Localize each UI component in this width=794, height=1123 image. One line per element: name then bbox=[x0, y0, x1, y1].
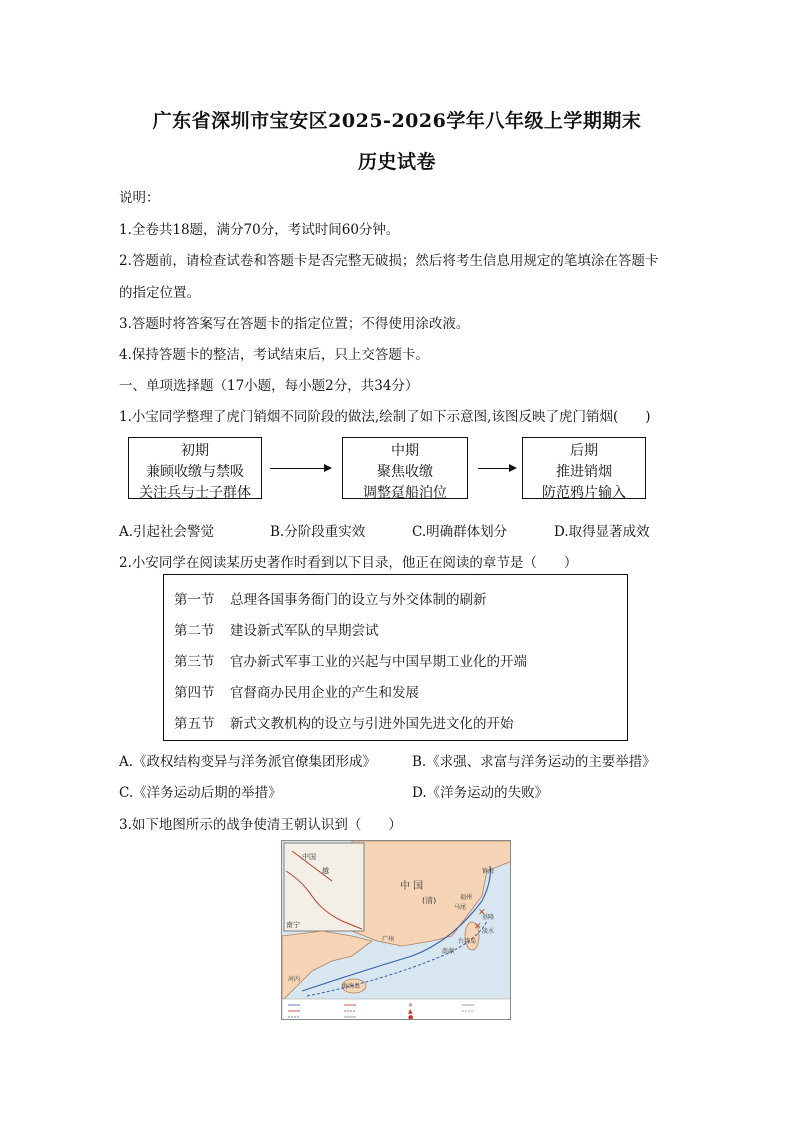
q2-option-d: D.《洋务运动的失败》 bbox=[412, 785, 549, 801]
q1-stage-late-line1: 推进销烟 bbox=[556, 464, 612, 480]
q3-stem: 3.如下地图所示的战争使清王朝认识到（ ） bbox=[119, 817, 402, 833]
instructions-heading: 说明： bbox=[119, 190, 160, 206]
toc-row-2 bbox=[174, 619, 379, 639]
toc-row-3 bbox=[174, 650, 527, 670]
map-label-jilong: 基隆 bbox=[482, 914, 495, 921]
map-label-taiwan: 台湾岛 bbox=[458, 938, 477, 945]
map-label-nanning: 南宁 bbox=[286, 921, 300, 929]
q1-option-a: A.引起社会警觉 bbox=[119, 524, 215, 540]
toc-section-4: 第四节 bbox=[174, 685, 215, 701]
map-label-penghu: 澎湖 bbox=[442, 948, 455, 955]
toc-title-2: 建设新式军队的早期尝试 bbox=[230, 623, 379, 639]
toc-title-4: 官督商办民用企业的产生和发展 bbox=[230, 685, 419, 701]
map-label-hanoi: 河内 bbox=[288, 976, 301, 983]
map-battle-icon-1: ✕ bbox=[478, 908, 486, 918]
map-label-china: 中 国 bbox=[400, 881, 424, 892]
section-heading: 一、单项选择题（17小题，每小题2分，共34分） bbox=[119, 378, 419, 394]
q1-stage-early-title: 初期 bbox=[181, 443, 209, 459]
toc-section-3: 第三节 bbox=[174, 654, 215, 670]
instruction-item-2-cont: 的指定位置。 bbox=[119, 285, 200, 301]
map-legend bbox=[282, 999, 511, 1020]
q1-stage-middle-line1: 聚焦收缴 bbox=[377, 464, 433, 480]
toc-title-3: 官办新式军事工业的兴起与中国早期工业化的开端 bbox=[230, 654, 527, 670]
q1-option-c: C.明确群体划分 bbox=[412, 524, 508, 540]
q1-arrow-1 bbox=[270, 468, 330, 469]
map-label-china-inset: 中国 bbox=[302, 853, 316, 861]
q1-stage-late-title: 后期 bbox=[570, 443, 598, 459]
map-label-zhenhai: 镇海 bbox=[482, 868, 495, 875]
toc-section-5: 第五节 bbox=[174, 716, 215, 732]
q2-option-a: A.《政权结构变异与洋务派官僚集团形成》 bbox=[119, 754, 377, 770]
instruction-item-2: 2.答题前，请检查试卷和答题卡是否完整无破损；然后将考生信息用规定的笔填涂在答题卡 bbox=[119, 253, 659, 269]
q1-stage-early-line2: 关注兵与士子群体 bbox=[139, 485, 251, 501]
q2-option-b: B.《求强、求富与洋务运动的主要举措》 bbox=[412, 754, 656, 770]
instruction-item-4: 4.保持答题卡的整洁，考试结束后，只上交答题卡。 bbox=[119, 347, 429, 363]
q1-option-b: B.分阶段重实效 bbox=[270, 524, 366, 540]
sino-french-war-map bbox=[282, 841, 511, 1020]
exam-title-line1: 广东省深圳市宝安区2025-2026学年八年级上学期期末 bbox=[152, 110, 642, 132]
map-inset bbox=[284, 843, 364, 931]
map-label-danshui: 淡水 bbox=[482, 928, 495, 935]
q1-stage-early-line1: 兼顾收缴与禁吸 bbox=[146, 464, 244, 480]
q1-option-d: D.取得显著成效 bbox=[554, 524, 650, 540]
toc-row-5 bbox=[174, 712, 514, 732]
toc-title-1: 总理各国事务衙门的设立与外交体制的刷新 bbox=[230, 592, 487, 608]
toc-row-4 bbox=[174, 681, 419, 701]
q3-war-map bbox=[281, 840, 511, 1020]
map-legend-markers bbox=[408, 1002, 413, 1020]
q1-stage-late-line2: 防范鸦片输入 bbox=[542, 485, 626, 501]
svg-text:●: ● bbox=[408, 1014, 414, 1020]
q1-stage-middle-line2: 调整趸船泊位 bbox=[363, 485, 447, 501]
q1-arrow-2 bbox=[478, 468, 515, 469]
q1-stage-late bbox=[522, 437, 646, 499]
q1-stage-middle bbox=[342, 437, 468, 499]
instruction-item-3: 3.答题时将答案写在答题卡的指定位置；不得使用涂改液。 bbox=[119, 316, 470, 332]
q1-stage-middle-title: 中期 bbox=[391, 443, 419, 459]
q2-option-c: C.《洋务运动后期的举措》 bbox=[119, 785, 282, 801]
instruction-item-1: 1.全卷共18题，满分70分，考试时间60分钟。 bbox=[119, 222, 400, 238]
map-label-hainan: 海南岛 bbox=[342, 983, 361, 990]
q2-table-of-contents bbox=[163, 574, 628, 741]
map-battle-icon-2: ✕ bbox=[474, 922, 482, 932]
q2-stem: 2.小安同学在阅读某历史著作时看到以下目录，他正在阅读的章节是（ ） bbox=[119, 555, 578, 571]
map-label-mawei: 马尾 bbox=[454, 904, 467, 911]
map-label-qing: (清) bbox=[422, 896, 437, 905]
map-label-yue: 越 bbox=[322, 867, 329, 875]
toc-section-2: 第二节 bbox=[174, 623, 215, 639]
svg-text:▲: ▲ bbox=[408, 1008, 413, 1015]
svg-text:✕: ✕ bbox=[408, 1002, 414, 1009]
toc-row-1 bbox=[174, 588, 487, 608]
toc-section-1: 第一节 bbox=[174, 592, 215, 608]
exam-title-line2: 历史试卷 bbox=[357, 151, 436, 173]
map-label-guangzhou: 广州 bbox=[382, 936, 395, 943]
map-label-fuzhou: 福州 bbox=[460, 894, 473, 901]
q1-stage-early bbox=[128, 437, 262, 499]
toc-title-5: 新式文教机构的设立与引进外国先进文化的开始 bbox=[230, 716, 514, 732]
q1-stem: 1.小宝同学整理了虎门销烟不同阶段的做法,绘制了如下示意图,该图反映了虎门销烟( ) bbox=[119, 409, 651, 425]
